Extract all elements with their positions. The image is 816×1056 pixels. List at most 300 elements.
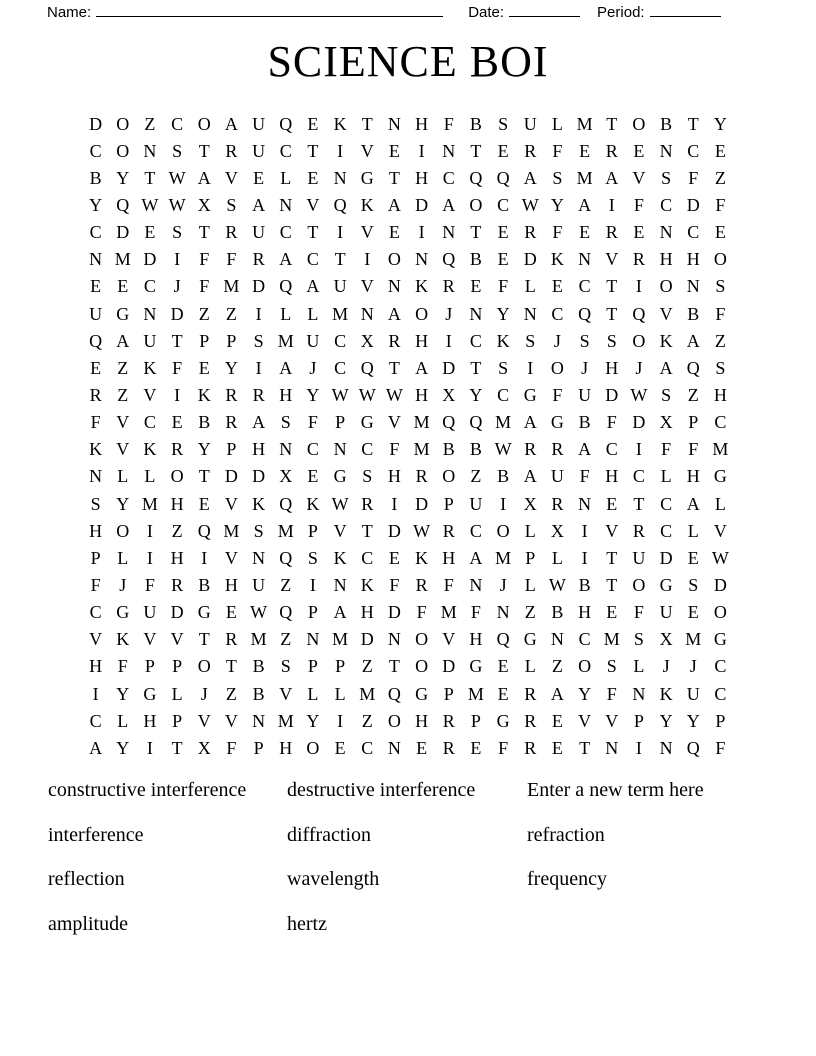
puzzle-title: SCIENCE BOI [267, 37, 549, 86]
grid-cell: O [306, 737, 320, 758]
grid-cell: R [632, 249, 645, 270]
grid-cell: Y [116, 493, 130, 514]
grid-cell: O [659, 276, 673, 297]
grid-cell: D [224, 466, 238, 487]
grid-cell: M [223, 276, 240, 297]
grid-cell: I [146, 547, 153, 568]
grid-cell: X [197, 737, 211, 758]
grid-cell: T [361, 113, 373, 134]
grid-cell: E [497, 656, 509, 677]
grid-cell: V [360, 222, 374, 243]
grid-cell: C [334, 357, 347, 378]
grid-cell: H [279, 384, 293, 405]
grid-cell: P [525, 547, 536, 568]
grid-cell: I [337, 140, 344, 161]
grid-cell: F [226, 249, 237, 270]
grid-cell: D [89, 113, 103, 134]
grid-cell: E [606, 493, 618, 514]
grid-cell: R [632, 520, 645, 541]
grid-cell: C [89, 222, 102, 243]
grid-cell: Z [225, 683, 237, 704]
grid-cell: B [442, 439, 455, 460]
grid-cell: V [116, 412, 130, 433]
grid-cell: R [551, 439, 564, 460]
grid-cell: U [252, 222, 266, 243]
grid-cell: R [442, 737, 455, 758]
grid-cell: W [385, 384, 403, 405]
grid-cell: P [633, 710, 644, 731]
grid-cell: R [605, 140, 618, 161]
grid-cell: K [333, 547, 347, 568]
grid-cell: N [89, 466, 103, 487]
grid-cell: C [687, 222, 700, 243]
grid-cell: R [442, 710, 455, 731]
grid-cell: E [714, 140, 726, 161]
grid-cell: F [307, 412, 318, 433]
grid-cell: R [524, 710, 537, 731]
grid-cell: T [198, 466, 210, 487]
grid-cell: A [89, 737, 103, 758]
grid-cell: S [280, 656, 291, 677]
grid-cell: C [632, 466, 645, 487]
grid-cell: V [170, 629, 184, 650]
grid-cell: V [306, 194, 320, 215]
grid-cell: E [714, 222, 726, 243]
grid-cell: Q [496, 167, 510, 188]
grid-cell: A [252, 412, 266, 433]
grid-cell: I [309, 574, 316, 595]
grid-cell: Q [496, 629, 510, 650]
grid-cell: V [442, 629, 456, 650]
grid-cell: E [579, 222, 591, 243]
grid-cell: P [715, 710, 726, 731]
grid-cell: Q [279, 547, 293, 568]
grid-cell: S [606, 330, 617, 351]
grid-cell: D [632, 412, 646, 433]
grid-cell: F [715, 737, 726, 758]
grid-cell: I [608, 194, 615, 215]
grid-cell: W [168, 167, 186, 188]
grid-cell: C [497, 194, 510, 215]
grid-cell: G [143, 683, 157, 704]
grid-cell: W [521, 194, 539, 215]
grid-cell: P [172, 710, 183, 731]
grid-cell: U [252, 113, 266, 134]
grid-cell: Z [117, 384, 129, 405]
grid-cell: I [635, 276, 642, 297]
grid-cell: A [415, 357, 429, 378]
grid-cell: Y [116, 167, 130, 188]
grid-cell: E [687, 602, 699, 623]
grid-cell: D [116, 222, 130, 243]
grid-cell: C [714, 412, 727, 433]
grid-cell: U [578, 384, 592, 405]
grid-cell: T [606, 303, 618, 324]
grid-cell: J [635, 357, 643, 378]
grid-cell: L [524, 276, 536, 297]
grid-cell: C [442, 167, 455, 188]
grid-cell: F [498, 276, 509, 297]
grid-cell: U [143, 602, 157, 623]
grid-cell: H [686, 466, 700, 487]
grid-cell: E [307, 466, 319, 487]
grid-cell: P [688, 412, 699, 433]
grid-cell: G [523, 384, 537, 405]
grid-cell: Z [551, 656, 563, 677]
grid-cell: F [579, 466, 590, 487]
grid-cell: H [605, 466, 619, 487]
grid-cell: E [470, 276, 482, 297]
grid-cell: E [388, 140, 400, 161]
grid-cell: N [143, 140, 157, 161]
grid-cell: L [280, 167, 292, 188]
grid-cell: E [198, 493, 210, 514]
grid-cell: N [360, 303, 374, 324]
grid-cell: N [659, 140, 673, 161]
grid-cell: R [252, 249, 265, 270]
grid-cell: Q [116, 194, 130, 215]
grid-cell: N [442, 222, 456, 243]
grid-cell: I [418, 222, 425, 243]
grid-cell: V [224, 493, 238, 514]
grid-cell: Q [442, 249, 456, 270]
grid-cell: V [360, 276, 374, 297]
grid-cell: E [633, 222, 645, 243]
grid-cell: P [307, 520, 318, 541]
grid-cell: O [632, 574, 646, 595]
grid-cell: S [498, 357, 509, 378]
word-search-grid [82, 110, 734, 761]
grid-cell: L [633, 656, 645, 677]
grid-cell: E [253, 167, 265, 188]
grid-cell: P [253, 737, 264, 758]
date-blank-line [509, 1, 580, 17]
grid-cell: F [117, 656, 128, 677]
grid-cell: C [361, 439, 374, 460]
grid-cell: T [225, 656, 237, 677]
grid-cell: L [144, 466, 156, 487]
grid-cell: H [89, 656, 103, 677]
grid-cell: P [307, 656, 318, 677]
grid-cell: H [469, 629, 483, 650]
grid-cell: R [524, 439, 537, 460]
grid-cell: E [144, 222, 156, 243]
grid-cell: V [605, 249, 619, 270]
grid-cell: L [171, 683, 183, 704]
grid-cell: Q [632, 303, 646, 324]
grid-cell: T [579, 737, 591, 758]
grid-cell: N [469, 303, 483, 324]
word-list-item: hertz [287, 913, 327, 936]
grid-cell: C [687, 140, 700, 161]
grid-cell: F [552, 384, 563, 405]
grid-cell: Q [333, 194, 347, 215]
grid-cell: U [659, 602, 673, 623]
grid-cell: F [226, 737, 237, 758]
grid-cell: G [469, 656, 483, 677]
grid-cell: V [333, 520, 347, 541]
grid-cell: U [523, 113, 537, 134]
grid-cell: I [581, 547, 588, 568]
grid-cell: X [659, 412, 673, 433]
grid-cell: H [170, 547, 184, 568]
grid-cell: M [332, 303, 349, 324]
grid-cell: V [89, 629, 103, 650]
grid-cell: S [253, 330, 264, 351]
grid-cell: C [660, 493, 673, 514]
grid-cell: N [252, 547, 266, 568]
grid-cell: J [445, 303, 453, 324]
worksheet-header [47, 1, 737, 21]
grid-cell: Q [469, 412, 483, 433]
grid-cell: H [89, 520, 103, 541]
grid-cell: K [89, 439, 103, 460]
grid-cell: A [197, 167, 211, 188]
grid-cell: Z [280, 629, 292, 650]
grid-cell: Y [116, 737, 130, 758]
grid-cell: T [388, 167, 400, 188]
grid-cell: E [388, 547, 400, 568]
grid-cell: B [469, 439, 482, 460]
grid-cell: Z [117, 357, 129, 378]
grid-cell: N [523, 303, 537, 324]
grid-cell: R [605, 222, 618, 243]
grid-cell: C [279, 222, 292, 243]
grid-cell: E [225, 602, 237, 623]
grid-cell: R [524, 683, 537, 704]
grid-cell: R [225, 412, 238, 433]
grid-cell: H [605, 357, 619, 378]
grid-cell: T [171, 737, 183, 758]
grid-cell: O [415, 656, 429, 677]
grid-cell: P [199, 330, 210, 351]
grid-cell: F [389, 439, 400, 460]
grid-cell: I [527, 357, 534, 378]
grid-cell: O [170, 466, 184, 487]
grid-cell: T [307, 140, 319, 161]
grid-cell: C [605, 439, 618, 460]
grid-cell: K [415, 547, 429, 568]
grid-cell: T [606, 574, 618, 595]
grid-cell: K [252, 493, 266, 514]
grid-cell: F [144, 574, 155, 595]
grid-cell: L [524, 574, 536, 595]
grid-cell: D [442, 357, 456, 378]
grid-cell: V [659, 303, 673, 324]
grid-cell: A [659, 357, 673, 378]
grid-cell: H [279, 737, 293, 758]
grid-cell: I [581, 520, 588, 541]
grid-cell: Z [687, 384, 699, 405]
grid-cell: M [114, 249, 131, 270]
grid-cell: N [279, 194, 293, 215]
grid-cell: H [415, 113, 429, 134]
grid-cell: D [252, 466, 266, 487]
grid-cell: J [581, 357, 589, 378]
grid-cell: U [632, 547, 646, 568]
grid-cell: F [90, 574, 101, 595]
grid-cell: M [141, 493, 158, 514]
grid-cell: K [306, 493, 320, 514]
grid-cell: Z [198, 303, 210, 324]
grid-cell: T [198, 222, 210, 243]
grid-cell: G [659, 574, 673, 595]
grid-cell: H [387, 466, 401, 487]
grid-cell: Z [361, 656, 373, 677]
grid-cell: L [307, 303, 319, 324]
grid-cell: C [497, 384, 510, 405]
grid-cell: N [578, 249, 592, 270]
grid-cell: N [686, 276, 700, 297]
grid-cell: F [90, 412, 101, 433]
grid-cell: M [223, 520, 240, 541]
grid-cell: I [174, 249, 181, 270]
grid-cell: L [334, 683, 346, 704]
grid-cell: E [198, 357, 210, 378]
grid-cell: R [252, 384, 265, 405]
grid-cell: D [713, 574, 727, 595]
grid-cell: S [498, 113, 509, 134]
grid-cell: F [443, 113, 454, 134]
grid-cell: X [523, 493, 537, 514]
grid-cell: E [90, 357, 102, 378]
grid-cell: F [715, 194, 726, 215]
grid-cell: M [413, 412, 430, 433]
grid-cell: Q [197, 520, 211, 541]
grid-cell: T [361, 520, 373, 541]
grid-cell: P [144, 656, 155, 677]
grid-cell: S [253, 520, 264, 541]
word-list-item: constructive interference [48, 779, 247, 801]
grid-cell: A [279, 249, 293, 270]
grid-cell: U [550, 466, 564, 487]
grid-cell: H [659, 249, 673, 270]
grid-cell: M [277, 520, 294, 541]
grid-cell: F [416, 602, 427, 623]
grid-cell: E [497, 140, 509, 161]
grid-cell: A [224, 113, 238, 134]
grid-cell: N [89, 249, 103, 270]
grid-cell: G [333, 466, 347, 487]
grid-cell: R [89, 384, 102, 405]
grid-cell: M [576, 113, 593, 134]
grid-cell: Y [659, 710, 673, 731]
grid-cell: N [442, 140, 456, 161]
grid-cell: Q [469, 167, 483, 188]
grid-cell: U [333, 276, 347, 297]
grid-cell: O [387, 249, 401, 270]
grid-cell: R [225, 629, 238, 650]
grid-cell: E [307, 113, 319, 134]
grid-cell: D [387, 520, 401, 541]
grid-cell: N [333, 167, 347, 188]
grid-cell: D [415, 493, 429, 514]
grid-cell: N [306, 629, 320, 650]
grid-cell: B [497, 466, 510, 487]
grid-cell: V [143, 629, 157, 650]
grid-cell: R [442, 520, 455, 541]
grid-cell: F [552, 140, 563, 161]
grid-cell: K [333, 113, 347, 134]
grid-cell: H [252, 439, 266, 460]
grid-cell: A [523, 167, 537, 188]
grid-cell: N [143, 303, 157, 324]
grid-cell: C [660, 194, 673, 215]
grid-cell: P [443, 493, 454, 514]
grid-cell: I [255, 357, 262, 378]
grid-cell: O [496, 520, 510, 541]
word-list-item: interference [48, 823, 144, 846]
grid-cell: N [659, 737, 673, 758]
grid-cell: G [415, 683, 429, 704]
grid-cell: Z [470, 466, 482, 487]
grid-cell: T [606, 547, 618, 568]
grid-cell: D [170, 602, 184, 623]
word-list-column [527, 779, 768, 958]
grid-cell: F [199, 276, 210, 297]
grid-cell: C [89, 140, 102, 161]
grid-cell: B [687, 303, 700, 324]
grid-cell: K [659, 330, 673, 351]
grid-cell: L [307, 683, 319, 704]
grid-cell: B [551, 602, 564, 623]
grid-cell: A [605, 167, 619, 188]
grid-cell: Q [279, 276, 293, 297]
grid-cell: L [524, 520, 536, 541]
grid-cell: U [89, 303, 103, 324]
grid-cell: V [387, 412, 401, 433]
grid-cell: K [550, 249, 564, 270]
grid-cell: C [578, 276, 591, 297]
word-list [48, 779, 768, 958]
grid-cell: V [360, 140, 374, 161]
grid-cell: S [362, 466, 373, 487]
grid-cell: B [252, 683, 265, 704]
grid-cell: H [442, 547, 456, 568]
word-list-item: diffraction [287, 823, 372, 846]
grid-cell: W [711, 547, 729, 568]
word-list-item: amplitude [48, 913, 128, 936]
grid-cell: Y [306, 384, 320, 405]
grid-cell: I [364, 249, 371, 270]
grid-cell: O [415, 629, 429, 650]
grid-cell: E [90, 276, 102, 297]
grid-cell: W [250, 602, 268, 623]
grid-cell: R [442, 276, 455, 297]
grid-cell: S [307, 547, 318, 568]
grid-cell: N [415, 249, 429, 270]
grid-cell: R [388, 330, 401, 351]
grid-cell: Q [279, 602, 293, 623]
grid-cell: C [551, 303, 564, 324]
grid-cell: R [415, 574, 428, 595]
grid-cell: I [418, 140, 425, 161]
period-blank-line [650, 1, 721, 17]
grid-cell: C [306, 439, 319, 460]
grid-cell: W [358, 384, 376, 405]
grid-cell: D [170, 303, 184, 324]
grid-cell: J [689, 656, 697, 677]
grid-cell: F [688, 439, 699, 460]
grid-cell: C [171, 113, 184, 134]
grid-cell: U [469, 493, 483, 514]
grid-cell: S [90, 493, 101, 514]
grid-cell: W [141, 194, 159, 215]
grid-cell: E [388, 222, 400, 243]
grid-cell: N [252, 710, 266, 731]
grid-cell: N [632, 683, 646, 704]
grid-cell: M [576, 167, 593, 188]
